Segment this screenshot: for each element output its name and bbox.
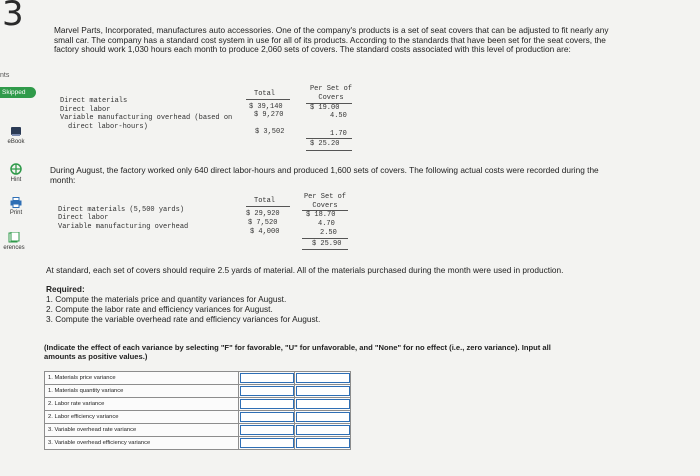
actual-per-set-total: $ 25.90 <box>312 240 342 248</box>
effect-cell[interactable] <box>295 398 351 411</box>
table-row <box>45 411 351 424</box>
standard-row-total: $ 9,270 <box>254 111 284 119</box>
instruction-text: (Indicate the effect of each variance by selecting "F" for favorable, "U" for unfavorable, and "None" for no effect (i.e., zero variance). Input all amounts as positive values.) <box>44 343 551 361</box>
amount-input[interactable] <box>240 373 294 383</box>
hint-icon <box>10 163 22 175</box>
standard-row-per-set: $ 19.00 <box>310 104 340 112</box>
sidebar-item-label: eBook <box>7 139 25 145</box>
required-heading: Required: <box>46 284 85 294</box>
amount-cell[interactable] <box>239 372 295 385</box>
references-icon <box>8 232 20 243</box>
variance-label: 3. Variable overhead rate variance <box>45 424 239 437</box>
actual-row-per-set: 2.50 <box>320 229 337 237</box>
standard-col-per-set: Per Set of Covers <box>309 85 352 102</box>
effect-cell[interactable] <box>295 372 351 385</box>
sidebar-item-ebook[interactable] <box>0 126 36 145</box>
variance-label: 2. Labor efficiency variance <box>45 411 239 424</box>
sidebar-item-references[interactable] <box>0 232 34 251</box>
standard-row-label: Variable manufacturing overhead (based on direct labor-hours) <box>60 114 233 131</box>
standard-per-set-total: $ 25.20 <box>310 140 340 148</box>
effect-select[interactable] <box>296 438 350 448</box>
actual-col-per-set: Per Set of Covers <box>303 193 346 210</box>
amount-cell[interactable] <box>239 385 295 398</box>
required-item: 1. Compute the materials price and quantity variances for August. <box>46 294 287 304</box>
standard-row-total: $ 3,502 <box>255 128 285 136</box>
standard-row-per-set: 4.50 <box>330 112 347 120</box>
points-label: nts <box>0 72 10 79</box>
table-row <box>45 372 351 385</box>
sidebar-item-hint[interactable] <box>0 163 36 183</box>
amount-cell[interactable] <box>239 437 295 450</box>
sidebar-item-label: Hint <box>10 177 22 183</box>
actual-row-per-set: 4.70 <box>318 220 335 228</box>
variance-label: 3. Variable overhead efficiency variance <box>45 437 239 450</box>
required-item: 2. Compute the labor rate and efficiency variances for August. <box>46 304 273 314</box>
table-row <box>45 385 351 398</box>
effect-select[interactable] <box>296 412 350 422</box>
table-row <box>45 437 351 450</box>
answer-table <box>44 371 351 450</box>
actual-row-total: $ 4,000 <box>250 228 280 236</box>
variance-label: 1. Materials quantity variance <box>45 385 239 398</box>
amount-cell[interactable] <box>239 398 295 411</box>
table-row <box>45 398 351 411</box>
book-icon <box>10 126 22 137</box>
standard-note: At standard, each set of covers should require 2.5 yards of material. All of the materials purchased during the month were used in production. <box>46 265 564 275</box>
effect-select[interactable] <box>296 386 350 396</box>
amount-input[interactable] <box>240 438 294 448</box>
actual-row-label: Variable manufacturing overhead <box>58 223 189 231</box>
amount-input[interactable] <box>240 386 294 396</box>
actual-row-label: Direct materials (5,500 yards) <box>58 206 185 214</box>
actual-row-total: $ 29,920 <box>246 210 280 218</box>
amount-input[interactable] <box>240 412 294 422</box>
sidebar-item-label: erences <box>3 245 25 251</box>
sidebar-item-label: Print <box>9 210 23 216</box>
effect-cell[interactable] <box>295 424 351 437</box>
amount-cell[interactable] <box>239 411 295 424</box>
table-row <box>45 424 351 437</box>
effect-select[interactable] <box>296 399 350 409</box>
actual-col-total: Total <box>254 197 276 205</box>
question-number: 3 <box>2 0 24 34</box>
print-icon <box>10 197 22 208</box>
august-text: During August, the factory worked only 640 direct labor-hours and produced 1,600 sets of covers. The following actual costs were recorded during the month: <box>50 165 599 185</box>
problem-intro: Marvel Parts, Incorporated, manufactures auto accessories. One of the company's products is a set of seat covers that can be adjusted to fit nearly any small car. The company has a standard cost system in use for all of its products. According to the standards that have been set for the seat covers, the factory should work 1,030 hours each month to produce 2,060 sets of covers. The standard costs associated with this level of production are: <box>54 25 609 55</box>
effect-cell[interactable] <box>295 385 351 398</box>
skipped-badge: Skipped <box>0 87 36 98</box>
amount-input[interactable] <box>240 399 294 409</box>
standard-col-total: Total <box>254 90 276 98</box>
variance-label: 1. Materials price variance <box>45 372 239 385</box>
variance-label: 2. Labor rate variance <box>45 398 239 411</box>
standard-row-label: Direct materials <box>60 97 128 105</box>
effect-select[interactable] <box>296 425 350 435</box>
actual-row-per-set: $ 18.70 <box>306 211 336 219</box>
actual-row-total: $ 7,520 <box>248 219 278 227</box>
effect-select[interactable] <box>296 373 350 383</box>
sidebar-item-print[interactable] <box>0 197 36 216</box>
amount-input[interactable] <box>240 425 294 435</box>
actual-row-label: Direct labor <box>58 214 109 222</box>
standard-row-label: Direct labor <box>60 106 111 114</box>
standard-row-total: $ 39,140 <box>249 103 283 111</box>
standard-row-per-set: 1.70 <box>330 130 347 138</box>
effect-cell[interactable] <box>295 437 351 450</box>
amount-cell[interactable] <box>239 424 295 437</box>
required-item: 3. Compute the variable overhead rate and efficiency variances for August. <box>46 314 321 324</box>
effect-cell[interactable] <box>295 411 351 424</box>
